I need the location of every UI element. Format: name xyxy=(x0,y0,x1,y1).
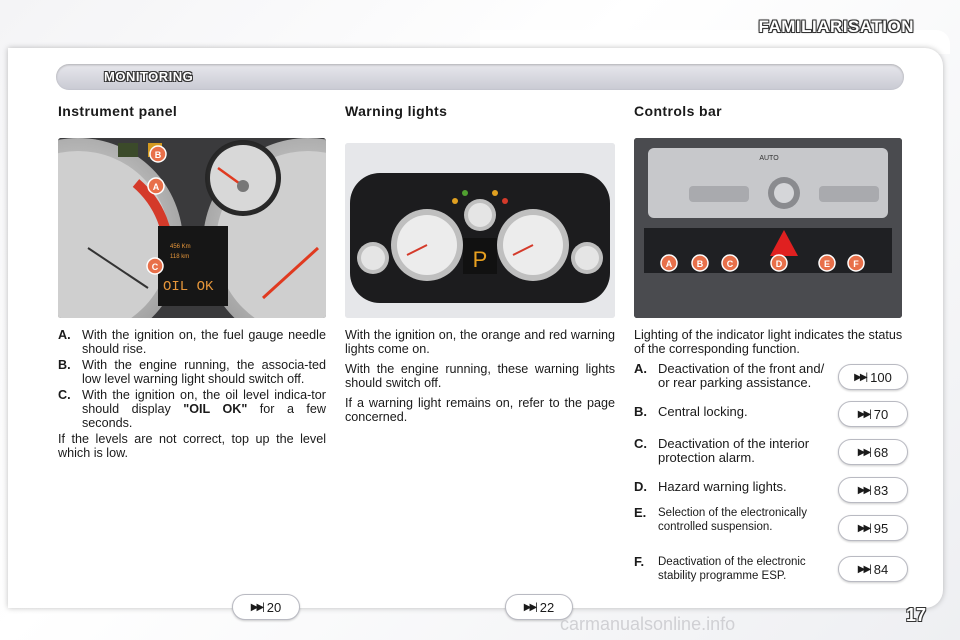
instrument-item-a xyxy=(58,328,326,356)
svg-text:D: D xyxy=(775,259,783,269)
item-text: Deactivation of the front and/ or rear parking assistance. xyxy=(658,361,825,390)
item-label: E. xyxy=(634,505,647,520)
page-ref-20[interactable]: ▶▶| 20 xyxy=(232,594,300,620)
callout-a xyxy=(148,178,164,194)
item-text: With the ignition on, the fuel gauge needle should rise. xyxy=(82,328,326,356)
page-ref-68[interactable]: ▶▶| 68 xyxy=(838,439,908,465)
display-line-1: 456 Km xyxy=(170,244,191,250)
warning-paragraph-1: With the ignition on, the orange and red warning lights come on. xyxy=(345,328,615,356)
item-label: C. xyxy=(58,388,71,402)
controls-bar-photo xyxy=(634,138,902,318)
instrument-panel-photo xyxy=(58,138,326,318)
control-item-b xyxy=(634,405,839,419)
item-text: With the engine running, the associa-ted low level warning light should switch off. xyxy=(82,358,326,386)
item-text: Deactivation of the interior protection alarm. xyxy=(658,436,810,465)
control-item-c xyxy=(634,437,839,465)
fast-forward-icon: ▶▶| xyxy=(854,371,867,383)
page-ref-100[interactable]: ▶▶| 100 xyxy=(838,364,908,390)
callout-d xyxy=(771,255,787,271)
callout-f xyxy=(848,255,864,271)
item-label: A. xyxy=(58,328,71,342)
warning-paragraph-2: With the engine running, these warning lights should switch off. xyxy=(345,362,615,390)
page-ref-83[interactable]: ▶▶| 83 xyxy=(838,477,908,503)
svg-text:A: A xyxy=(665,259,673,269)
svg-text:C: C xyxy=(151,262,159,272)
item-label: B. xyxy=(58,358,71,372)
item-text: Hazard warning lights. xyxy=(658,479,787,494)
control-item-f xyxy=(634,555,839,583)
svg-text:F: F xyxy=(853,259,859,269)
auto-label: AUTO xyxy=(759,155,779,162)
controls-illustration xyxy=(634,138,902,318)
callout-e xyxy=(819,255,835,271)
item-label: A. xyxy=(634,361,647,376)
item-text: Deactivation of the electronic stability programme ESP. xyxy=(658,556,806,582)
instrument-footer-note: If the levels are not correct, top up the level which is low. xyxy=(58,432,326,460)
fast-forward-icon: ▶▶| xyxy=(523,601,536,613)
callout-b xyxy=(150,146,166,162)
svg-text:E: E xyxy=(823,259,831,269)
oil-ok-display: OIL OK xyxy=(163,279,214,295)
callout-b xyxy=(692,255,708,271)
fast-forward-icon: ▶▶| xyxy=(857,484,870,496)
page-ref-22[interactable]: ▶▶| 22 xyxy=(505,594,573,620)
svg-text:C: C xyxy=(726,259,734,269)
warning-lights-photo xyxy=(345,143,615,318)
instrument-panel-heading: Instrument panel xyxy=(58,103,178,119)
callout-c xyxy=(147,258,163,274)
instrument-panel-text xyxy=(58,328,326,460)
svg-text:A: A xyxy=(152,182,160,192)
warning-paragraph-3: If a warning light remains on, refer to the page concerned. xyxy=(345,396,615,424)
watermark: carmanualsonline.info xyxy=(560,614,736,634)
controls-bar-heading: Controls bar xyxy=(634,103,723,119)
item-label: C. xyxy=(634,436,647,451)
display-line-2: 118 km xyxy=(170,254,190,260)
instrument-item-c xyxy=(58,388,326,430)
fast-forward-icon: ▶▶| xyxy=(857,522,870,534)
callout-a xyxy=(661,255,677,271)
item-label: B. xyxy=(634,404,647,419)
page-ref-95[interactable]: ▶▶| 95 xyxy=(838,515,908,541)
warning-lights-text xyxy=(345,328,615,430)
fast-forward-icon: ▶▶| xyxy=(857,408,870,420)
dashboard-illustration xyxy=(345,143,615,318)
fast-forward-icon: ▶▶| xyxy=(857,446,870,458)
control-item-a xyxy=(634,362,839,390)
control-item-e xyxy=(634,506,839,534)
svg-text:B: B xyxy=(154,150,162,160)
controls-intro: Lighting of the indicator light indicates the status of the corresponding function. xyxy=(634,328,903,356)
instrument-panel-illustration xyxy=(58,138,326,318)
svg-text:B: B xyxy=(696,259,704,269)
callout-c xyxy=(722,255,738,271)
page-number: 17 xyxy=(905,605,926,625)
chapter-title: FAMILIARISATION xyxy=(758,17,914,36)
page-ref-84[interactable]: ▶▶| 84 xyxy=(838,556,908,582)
gear-indicator: P xyxy=(472,247,488,272)
section-title: MONITORING xyxy=(104,69,194,84)
instrument-item-b xyxy=(58,358,326,386)
fast-forward-icon: ▶▶| xyxy=(250,601,263,613)
item-label: F. xyxy=(634,554,645,569)
fast-forward-icon: ▶▶| xyxy=(857,563,870,575)
item-text: With the ignition on, the oil level indica-tor should display "OIL OK" for a few seconds. xyxy=(82,388,327,430)
control-item-d xyxy=(634,480,839,494)
item-text: Selection of the electronically controlled suspension. xyxy=(658,507,807,533)
warning-lights-heading: Warning lights xyxy=(345,103,448,119)
page-ref-70[interactable]: ▶▶| 70 xyxy=(838,401,908,427)
item-text: Central locking. xyxy=(658,404,748,419)
oil-ok-text: "OIL OK" xyxy=(183,402,248,416)
item-label: D. xyxy=(634,479,647,494)
